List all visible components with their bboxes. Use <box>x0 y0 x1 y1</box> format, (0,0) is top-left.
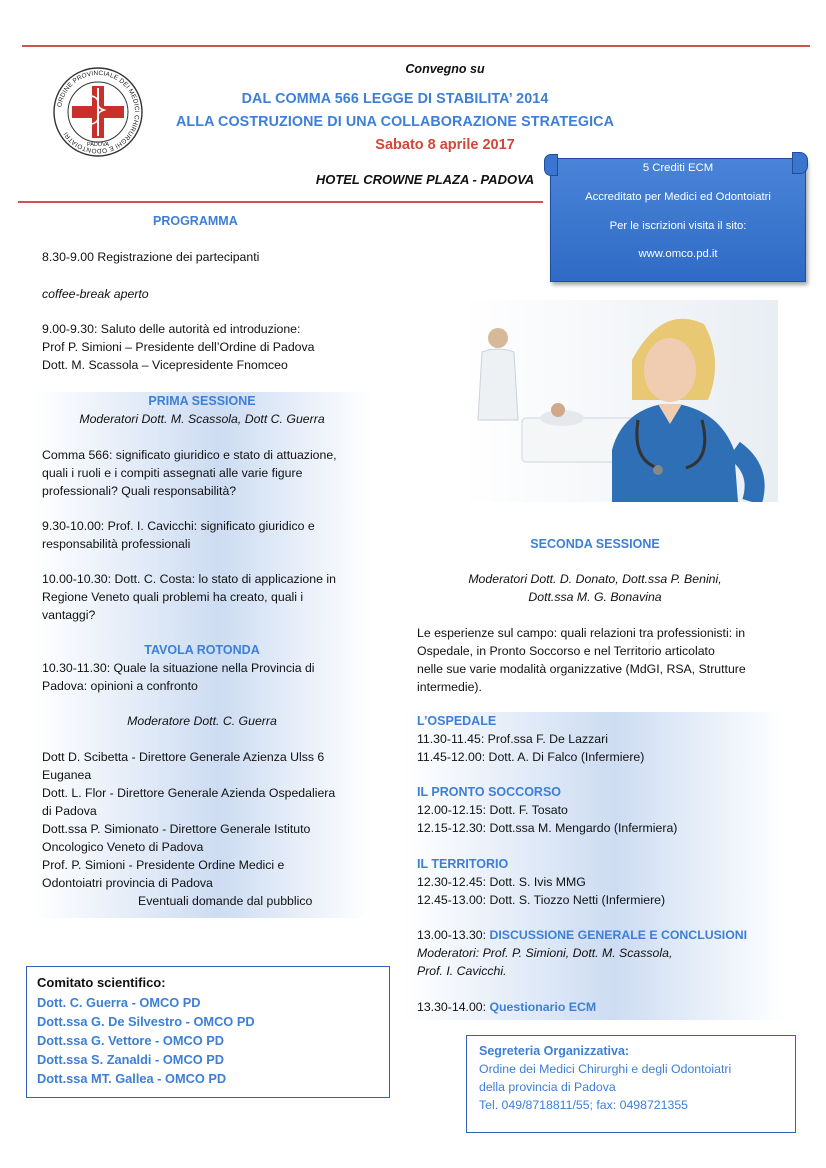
pronto-soccorso-heading: IL PRONTO SOCCORSO <box>417 785 562 799</box>
panelist-1: Dott D. Scibetta - Direttore Generale Azienza Ulss 6 <box>42 750 325 764</box>
discussione-line <box>417 927 747 945</box>
segreteria-line1: Ordine dei Medici Chirurghi e degli Odontoiatri <box>479 1062 732 1076</box>
comitato-member: Dott. C. Guerra - OMCO PD <box>37 995 201 1010</box>
panelist-4-cont: Odontoiatri provincia di Padova <box>42 876 213 890</box>
tavola-line1: 10.30-11.30: Quale la situazione nella Provincia di <box>42 661 315 675</box>
event-title-line2: ALLA COSTRUZIONE DI UNA COLLABORAZIONE STRATEGICA <box>175 114 615 130</box>
territorio-heading: IL TERRITORIO <box>417 857 509 871</box>
comma-line3: professionali? Quali responsabilità? <box>42 484 237 498</box>
intro-line4: intermedie). <box>417 680 482 694</box>
saluto-line1: 9.00-9.30: Saluto delle autorità ed introduzione: <box>42 322 301 336</box>
panelist-2: Dott. L. Flor - Direttore Generale Azienda Ospedaliera <box>42 786 336 800</box>
prima-sessione-moderatori: Moderatori Dott. M. Scassola, Dott C. Guerra <box>79 412 325 426</box>
discussione-moderatori-line2: Prof. I. Cavicchi. <box>417 964 507 978</box>
panelist-2-cont: di Padova <box>42 804 97 818</box>
segreteria-heading: Segreteria Organizzativa: <box>479 1044 630 1058</box>
discussione-title: DISCUSSIONE GENERALE E CONCLUSIONI <box>489 928 748 942</box>
event-date: Sabato 8 aprile 2017 <box>375 137 515 153</box>
segreteria-contacts: Tel. 049/8718811/55; fax: 0498721355 <box>479 1098 688 1112</box>
panelist-3: Dott.ssa P. Simionato - Direttore Generale Istituto <box>42 822 311 836</box>
saluto-line3: Dott. M. Scassola – Vicepresidente Fnomceo <box>42 358 288 372</box>
territorio-line2: 12.45-13.00: Dott. S. Tiozzo Netti (Infermiere) <box>417 893 666 907</box>
costa-line2: Regione Veneto quali problemi ha creato, quali i <box>42 590 304 604</box>
banner-website-link[interactable]: www.omco.pd.it <box>638 248 718 260</box>
comitato-member: Dott.ssa G. De Silvestro - OMCO PD <box>37 1014 255 1029</box>
event-title-line1: DAL COMMA 566 LEGGE DI STABILITA’ 2014 <box>241 91 549 107</box>
banner-accreditation: Accreditato per Medici ed Odontoiatri <box>585 191 771 203</box>
costa-line3: vantaggi? <box>42 608 96 622</box>
nurse-photo <box>462 300 778 502</box>
ecm-banner <box>544 152 808 284</box>
tavola-rotonda-heading: TAVOLA ROTONDA <box>144 643 260 657</box>
programma-heading: PROGRAMMA <box>153 214 238 228</box>
panelist-3-cont: Oncologico Veneto di Padova <box>42 840 204 854</box>
questionario-line <box>417 999 596 1017</box>
header-divider <box>18 201 543 203</box>
comma-line2: quali i ruoli e i compiti assegnati alle varie figure <box>42 466 303 480</box>
domande-pubblico: Eventuali domande dal pubblico <box>138 894 313 908</box>
saluto-line2: Prof P. Simioni – Presidente dell’Ordine di Padova <box>42 340 315 354</box>
top-rule <box>22 45 810 47</box>
comitato-member: Dott.ssa S. Zanaldi - OMCO PD <box>37 1052 224 1067</box>
banner-signup: Per le iscrizioni visita il sito: <box>609 220 747 232</box>
comitato-member: Dott.ssa MT. Gallea - OMCO PD <box>37 1071 227 1086</box>
intro-line3: nelle sue varie modalità organizzative (MdGI, RSA, Strutture <box>417 662 746 676</box>
ordine-logo <box>52 66 144 158</box>
seconda-moderatori-line2: Dott.ssa M. G. Bonavina <box>528 590 662 604</box>
seconda-moderatori-line1: Moderatori Dott. D. Donato, Dott.ssa P. Benini, <box>468 572 722 586</box>
cavicchi-line2: responsabilità professionali <box>42 537 191 551</box>
segreteria-box <box>466 1035 796 1133</box>
questionario-time: 13.30-14.00: <box>417 1000 490 1014</box>
logo-city: PADOVA <box>86 142 110 148</box>
ospedale-line1: 11.30-11.45: Prof.ssa F. De Lazzari <box>417 732 608 746</box>
ospedale-line2: 11.45-12.00: Dott. A. Di Falco (Infermiere) <box>417 750 645 764</box>
intro-line2: Ospedale, in Pronto Soccorso e nel Territorio articolato <box>417 644 715 658</box>
discussione-time: 13.00-13.30: <box>417 928 490 942</box>
registrazione-text: 8.30-9.00 Registrazione dei partecipanti <box>42 250 260 264</box>
territorio-line1: 12.30-12.45: Dott. S. Ivis MMG <box>417 875 586 889</box>
pronto-soccorso-line1: 12.00-12.15: Dott. F. Tosato <box>417 803 568 817</box>
seconda-sessione-heading: SECONDA SESSIONE <box>530 537 660 551</box>
comitato-box <box>26 966 390 1098</box>
comma-line1: Comma 566: significato giuridico e stato di attuazione, <box>42 448 337 462</box>
event-venue: HOTEL CROWNE PLAZA - PADOVA <box>315 172 535 187</box>
tavola-moderatore: Moderatore Dott. C. Guerra <box>127 714 277 728</box>
cavicchi-line1: 9.30-10.00: Prof. I. Cavicchi: significato giuridico e <box>42 519 315 533</box>
intro-line1: Le esperienze sul campo: quali relazioni tra professionisti: in <box>417 626 746 640</box>
pronto-soccorso-line2: 12.15-12.30: Dott.ssa M. Mengardo (Infermiera) <box>417 821 678 835</box>
panelist-4: Prof. P. Simioni - Presidente Ordine Medici e <box>42 858 285 872</box>
logo-ring-text: ORDINE PROVINCIALE DEI MEDICI CHIRURGHI E ODONTOIATRI <box>56 69 141 155</box>
banner-credits: 5 Crediti ECM <box>642 162 714 174</box>
comitato-heading: Comitato scientifico: <box>37 975 166 990</box>
costa-line1: 10.00-10.30: Dott. C. Costa: lo stato di applicazione in <box>42 572 336 586</box>
discussione-moderatori-line1: Moderatori: Prof. P. Simioni, Dott. M. Scassola, <box>417 946 673 960</box>
panelist-1-cont: Euganea <box>42 768 92 782</box>
convegno-label: Convegno su <box>405 62 485 76</box>
ospedale-heading: L’OSPEDALE <box>417 714 497 728</box>
tavola-line2: Padova: opinioni a confronto <box>42 679 198 693</box>
prima-sessione-heading: PRIMA SESSIONE <box>148 394 256 408</box>
segreteria-line2: della provincia di Padova <box>479 1080 616 1094</box>
coffee-break-text: coffee-break aperto <box>42 287 149 301</box>
questionario-title: Questionario ECM <box>489 1000 597 1014</box>
comitato-member: Dott.ssa G. Vettore - OMCO PD <box>37 1033 225 1048</box>
